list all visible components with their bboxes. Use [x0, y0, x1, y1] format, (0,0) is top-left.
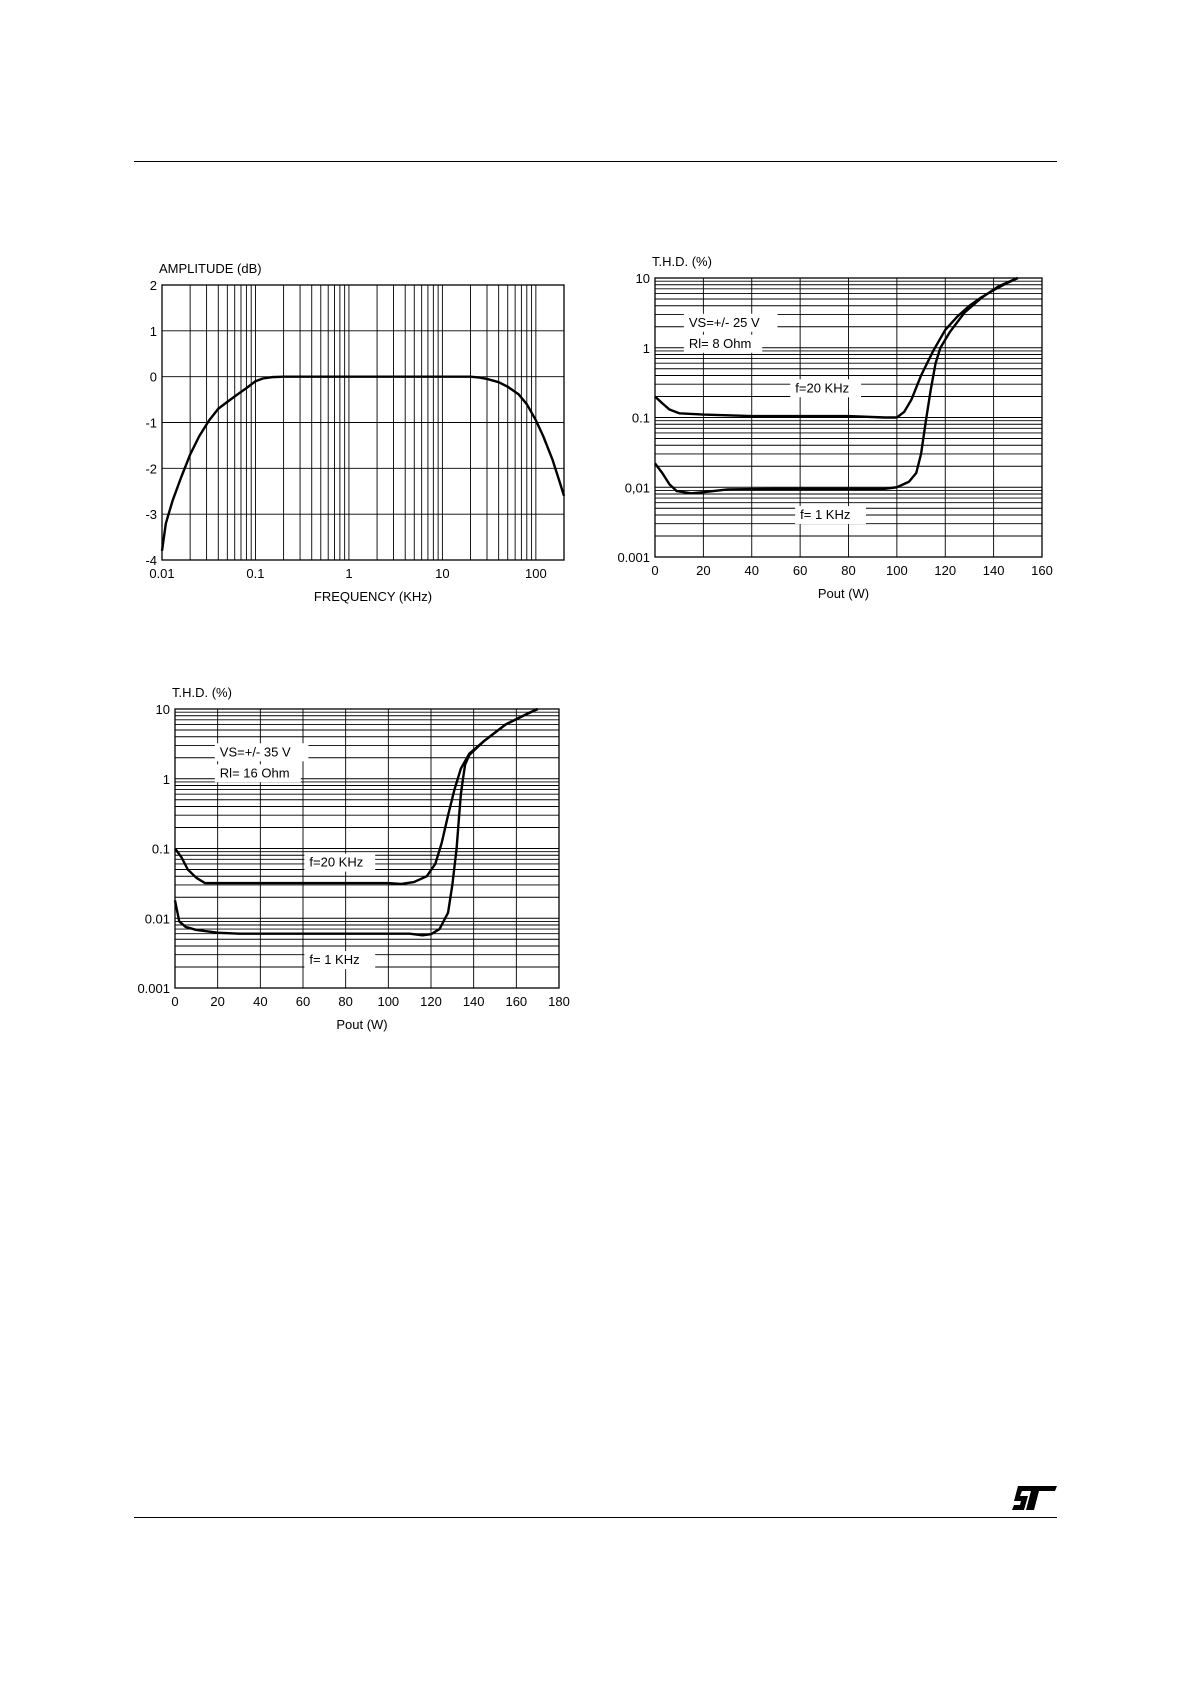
- x-axis-title: FREQUENCY (KHz): [313, 589, 433, 604]
- footer-rule: [134, 1517, 1057, 1518]
- x-tick-label: 60: [792, 563, 808, 578]
- x-tick-label: 0: [171, 994, 179, 1009]
- x-tick-label: 20: [696, 563, 711, 578]
- x-tick-label: 160: [505, 994, 528, 1009]
- y-tick-label: 10: [155, 702, 170, 717]
- x-tick-label: 20: [210, 994, 225, 1009]
- y-tick-label: 1: [642, 340, 650, 356]
- x-tick-label: 80: [338, 994, 353, 1009]
- x-tick-label: 120: [420, 994, 442, 1009]
- y-tick-label: 2: [149, 278, 157, 293]
- x-axis-title: Pout (W): [336, 1017, 388, 1032]
- annotation-label: Rl= 16 Ohm: [219, 765, 290, 781]
- annotation-label: f=20 KHz: [309, 854, 364, 870]
- x-tick-label: 0.01: [149, 566, 175, 581]
- st-logo: [1012, 1484, 1058, 1512]
- annotation-label: VS=+/- 35 V: [219, 744, 291, 760]
- y-tick-label: -3: [145, 507, 157, 523]
- annotation-label: VS=+/- 25 V: [688, 314, 760, 330]
- annotation-label: f= 1 KHz: [800, 507, 851, 523]
- x-tick-label: 100: [886, 563, 908, 578]
- y-tick-label: 1: [162, 771, 170, 787]
- y-tick-label: 0.1: [151, 841, 170, 857]
- y-tick-label: -4: [145, 553, 157, 568]
- x-tick-label: 0.1: [246, 566, 265, 581]
- y-tick-label: 0,01: [624, 480, 650, 496]
- x-tick-label: 100: [377, 994, 400, 1009]
- y-tick-label: -1: [145, 415, 157, 431]
- x-tick-label: 80: [841, 563, 856, 578]
- y-tick-label: 0.001: [617, 550, 650, 565]
- x-tick-label: 40: [253, 994, 268, 1009]
- annotation-label: f= 1 KHz: [309, 952, 360, 968]
- y-axis-title: T.H.D. (%): [652, 254, 712, 269]
- x-tick-label: 40: [744, 563, 759, 578]
- series-line-1: [175, 709, 538, 935]
- x-tick-label: 180: [548, 994, 570, 1009]
- x-tick-label: 60: [295, 994, 311, 1009]
- x-tick-label: 140: [462, 994, 485, 1009]
- y-axis-title: T.H.D. (%): [172, 685, 232, 700]
- x-tick-label: 160: [1031, 563, 1053, 578]
- y-tick-label: 0.01: [144, 911, 170, 927]
- y-tick-label: 0.1: [631, 410, 650, 426]
- annotation-label: f=20 KHz: [795, 380, 850, 396]
- y-axis-title: AMPLITUDE (dB): [159, 261, 262, 276]
- y-tick-label: -2: [145, 461, 157, 477]
- x-tick-label: 100: [525, 566, 547, 581]
- y-tick-label: 0: [149, 369, 157, 385]
- x-tick-label: 10: [435, 566, 450, 581]
- annotation-label: Rl= 8 Ohm: [688, 335, 752, 351]
- x-tick-label: 140: [982, 563, 1005, 578]
- y-tick-label: 1: [149, 323, 157, 339]
- x-tick-label: 120: [934, 563, 957, 578]
- y-tick-label: 10: [635, 271, 650, 286]
- x-tick-label: 0: [651, 563, 659, 578]
- x-tick-label: 1: [345, 566, 353, 581]
- x-axis-title: Pout (W): [817, 586, 870, 601]
- y-tick-label: 0.001: [137, 981, 170, 996]
